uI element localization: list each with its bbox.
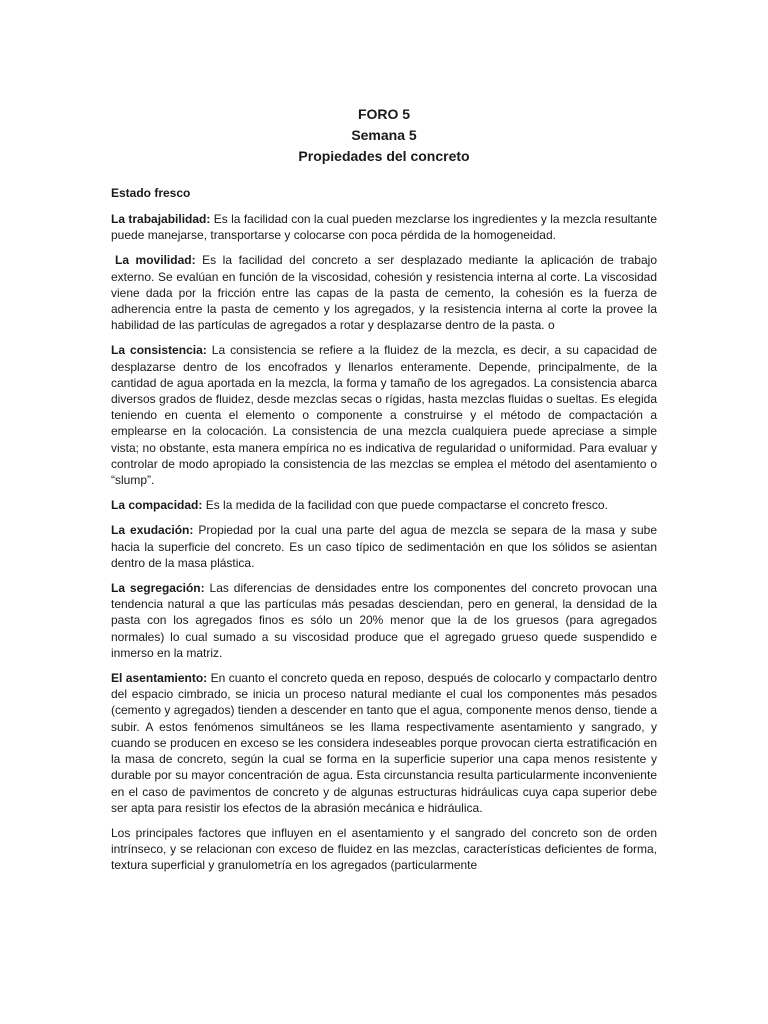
term-label: La compacidad: [111, 498, 203, 513]
term-label: La exudación: [111, 523, 194, 538]
section-heading: Estado fresco [111, 186, 191, 200]
paragraph-segregacion [111, 580, 657, 661]
paragraph-text: Los principales factores que influyen en el asentamiento y el sangrado del concreto son de orden intrínseco, y se relacionan con exceso de fluidez en las mezclas, características deficientes de forma, textura superficial y granulometría en los agregados (particularmente [111, 825, 657, 873]
term-label: La consistencia: [111, 343, 207, 358]
paragraph-text: Es la medida de la facilidad con que puede compactarse el concreto fresco. [202, 498, 608, 513]
paragraph-text: Propiedad por la cual una parte del agua de mezcla se separa de la masa y sube hacia la superficie del concreto. Es un caso típico de sedimentación en que los sólidos se asientan dentro de la masa plástica. [111, 523, 657, 570]
topic-title: Propiedades del concreto [298, 148, 470, 164]
paragraph-factores [111, 825, 657, 874]
term-label: La trabajabilidad: [111, 212, 211, 226]
paragraph-asentamiento [111, 670, 657, 816]
term-label: La movilidad: [115, 253, 196, 268]
paragraph-movilidad [111, 252, 657, 333]
paragraph-text: Las diferencias de densidades entre los componentes del concreto provocan una tendencia natural a que las partículas más pesadas desciendan, pero en general, la densidad de la pasta con los agregados finos es sólo un 20% menor que la de los gruesos (para agregados normales) lo cual sumado a su viscosidad produce que el agregado grueso quede suspendido e inmerso en la matriz. [111, 581, 658, 660]
week-title: Semana 5 [351, 127, 417, 143]
paragraph-text: Es la facilidad del concreto a ser desplazado mediante la aplicación de trabajo externo. Se evalúan en función de la viscosidad, cohesión y resistencia interna al corte. La viscosidad viene dada por la fricción entre las capas de la pasta de cemento, la cohesión es la fuerza de adherencia entre la pasta de cemento y los agregados, y la resistencia interna al corte la provee la habilidad de las partículas de agregados a rotar y desplazarse dentro de la pasta. o [111, 253, 657, 333]
paragraph-compacidad [111, 497, 657, 513]
paragraph-text: La consistencia se refiere a la fluidez de la mezcla, es decir, a su capacidad de desplazarse dentro de los encofrados y llenarlos enteramente. Depende, principalmente, de la cantidad de agua aportada en la mezcla, la forma y tamaño de los agregados. La consistencia abarca diversos grados de fluidez, desde mezclas secas o rígidas, hasta mezclas fluidas o sueltas. Es elegida teniendo en cuenta el elemento o componente a construirse y el método de compactación a emplearse en la colocación. La consistencia de una mezcla cualquiera puede apreciase a simple vista; no obstante, esta manera empírica no es indicativa de regularidad o uniformidad. Para evaluar y controlar de modo apropiado la consistencia de las mezclas se emplea el método del asentamiento o “slump”. [111, 343, 658, 488]
paragraph-trabajabilidad [111, 211, 657, 243]
paragraph-text: Es la facilidad con la cual pueden mezclarse los ingredientes y la mezcla resultante puede manejarse, transportarse y colocarse con poca pérdida de la homogeneidad. [111, 212, 657, 243]
paragraph-exudacion [111, 522, 657, 571]
forum-title: FORO 5 [357, 106, 411, 122]
document-title-block [111, 104, 657, 167]
paragraph-consistencia [111, 342, 657, 488]
document-page [111, 104, 657, 883]
term-label: El asentamiento: [111, 671, 208, 686]
paragraph-text: En cuanto el concreto queda en reposo, después de colocarlo y compactarlo dentro del espacio cimbrado, se inicia un proceso natural mediante el cual los componentes más pesados (cemento y agregados) tienden a descender en tanto que el agua, componente menos denso, tiende a subir. A estos fenómenos simultáneos se les llama respectivamente asentamiento y sangrado, y cuando se producen en exceso se les considera indeseables porque provocan cierta estratificación en la masa de concreto, según la cual se forma en la superficie superior una capa menos resistente y durable por su mayor concentración de agua. Esta circunstancia resulta particularmente inconveniente en el caso de pavimentos de concreto y de algunas estructuras hidráulicas cuya capa superior debe ser apta para resistir los efectos de la abrasión mecánica e hidráulica. [111, 671, 657, 815]
term-label: La segregación: [111, 581, 205, 596]
